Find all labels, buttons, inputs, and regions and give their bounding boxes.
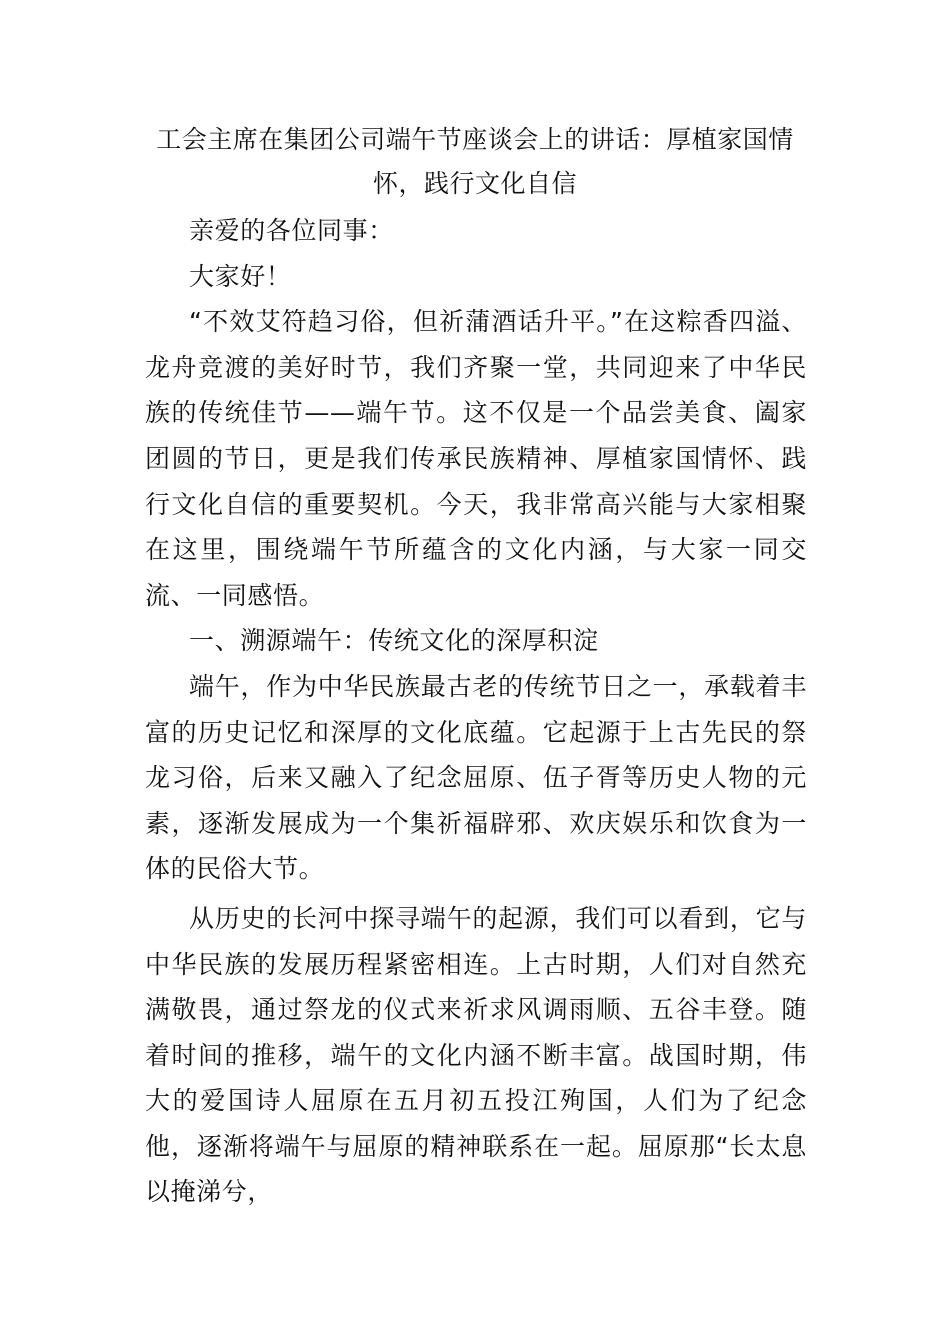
greeting: 亲爱的各位同事： <box>189 216 394 245</box>
paragraph-origin: 端午，作为中华民族最古老的传统节日之一，承载着丰富的历史记忆和深厚的文化底蕴。它起源于上古先民的祭龙习俗，后来又融入了纪念屈原、伍子胥等历史人物的元素，逐渐发展成为一个集祈福辟邪、欢庆娱乐和饮食为一体的民俗大节。 <box>145 671 807 884</box>
salutation: 大家好！ <box>189 261 292 291</box>
paragraph-history: 从历史的长河中探寻端午的起源，我们可以看到，它与中华民族的发展历程紧密相连。上古时期，人们对自然充满敬畏，通过祭龙的仪式来祈求风调雨顺、五谷丰登。随着时间的推移，端午的文化内涵不断丰富。战国时期，伟大的爱国诗人屈原在五月初五投江殉国，人们为了纪念他，逐渐将端午与屈原的精神联系在一起。屈原那“长太息以掩涕兮， <box>145 903 807 1207</box>
section-heading: 一、溯源端午：传统文化的深厚积淀 <box>189 626 599 656</box>
document-title: 工会主席在集团公司端午节座谈会上的讲话：厚植家国情怀，践行文化自信 <box>156 125 794 198</box>
document-body <box>145 208 807 1215</box>
paragraph-opening: “不效艾符趋习俗，但祈蒲酒话升平。”在这粽香四溢、龙舟竞渡的美好时节，我们齐聚一堂，共同迎来了中华民族的传统佳节——端午节。这不仅是一个品尝美食、阖家团圆的节日，更是我们传承民族精神、厚植家国情怀、践行文化自信的重要契机。今天，我非常高兴能与大家相聚在这里，围绕端午节所蕴含的文化内涵，与大家一同交流、一同感悟。 <box>145 307 807 610</box>
